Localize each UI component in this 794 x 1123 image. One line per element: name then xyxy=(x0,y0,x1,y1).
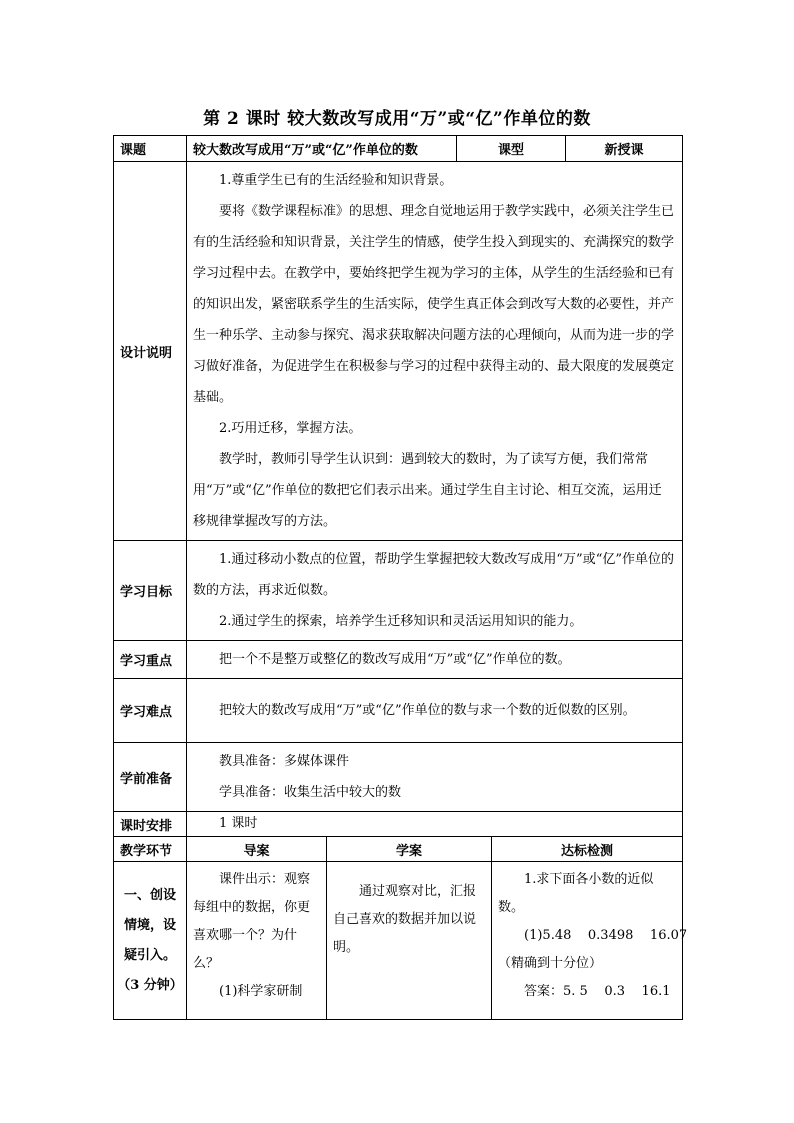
topic-row xyxy=(114,136,683,162)
goal-paragraph: 1.通过移动小数点的位置，帮助学生掌握把较大数改写成用“万”或“亿”作单位的数的方法，再求近似数。 xyxy=(193,552,674,598)
phase1-label-line: （3 分钟） xyxy=(117,977,183,993)
study-header: 学案 xyxy=(327,837,492,862)
prep-line: 教具准备：多媒体课件 xyxy=(219,754,350,769)
phase1-label-line: 一、创设 xyxy=(123,887,176,903)
guide-header: 导案 xyxy=(187,837,327,862)
phase-header-row xyxy=(114,837,683,862)
study-text: 通过观察对比，汇报自己喜欢的数据并加以说明。 xyxy=(333,884,477,955)
phase1-guide xyxy=(187,862,327,1020)
schedule-row xyxy=(114,812,683,837)
phase1-label-line: 疑引入。 xyxy=(123,947,176,963)
goals-row xyxy=(114,541,683,641)
difficulty-content xyxy=(187,679,683,743)
design-paragraph: 2.巧用迁移，掌握方法。 xyxy=(219,421,362,436)
type-label: 课型 xyxy=(457,136,566,162)
goal-paragraph: 2.通过学生的探索，培养学生迁移知识和灵活运用知识的能力。 xyxy=(219,614,583,629)
phase1-label xyxy=(114,862,187,1020)
prep-line: 学具准备：收集生活中较大的数 xyxy=(219,785,402,800)
design-paragraph: 教学时，教师引导学生认识到：遇到较大的数时，为了读写方便，我们常常用“万”或“亿”作单位的数把它们表示出来。通过学生自主讨论、相互交流，运用迁移规律掌握改写的方法。 xyxy=(193,452,662,529)
difficulty-row xyxy=(114,679,683,743)
phase1-label-line: 情境，设 xyxy=(123,917,176,933)
focus-content xyxy=(187,641,683,679)
design-paragraph: 要将《数学课程标准》的思想、理念自觉地运用于教学实践中，必须关注学生已有的生活经验和知识背景，关注学生的情感，使学生投入到现实的、充满探究的数学学习过程中去。在教学中，要始终把学生视为学习的主体，从学生的生活经验和已有的知识出发，紧密联系学生的生活实际，使学生真正体会到改写大数的必要性，并产生一种乐学、主动参与探究、渴求获取解决问题方法的心理倾向，从而为进一步的学习做好准备，为促进学生在积极参与学习的过程中获得主动的、最大限度的发展奠定基础。 xyxy=(193,204,675,405)
prep-row xyxy=(114,743,683,812)
prep-content xyxy=(187,743,683,812)
design-content xyxy=(187,162,683,541)
check-note: （精确到十分位） xyxy=(498,956,603,971)
difficulty-text: 把较大的数改写成用“万”或“亿”作单位的数与求一个数的近似数的区别。 xyxy=(219,703,636,718)
schedule-label: 课时安排 xyxy=(114,812,187,837)
phase1-row xyxy=(114,862,683,1020)
goals-label: 学习目标 xyxy=(114,541,187,641)
check-items: (1)5.48 0.3498 16.07 xyxy=(524,928,688,943)
difficulty-label: 学习难点 xyxy=(114,679,187,743)
guide-text: (1)科学家研制 xyxy=(219,984,303,999)
goals-content xyxy=(187,541,683,641)
focus-text: 把一个不是整万或整亿的数改写成用“万”或“亿”作单位的数。 xyxy=(219,652,571,667)
check-question: 1.求下面各小数的近似数。 xyxy=(498,872,654,915)
phase1-study xyxy=(327,862,492,1020)
type-value: 新授课 xyxy=(566,136,683,162)
check-header: 达标检测 xyxy=(492,837,683,862)
phase-header-label: 教学环节 xyxy=(114,837,187,862)
design-label: 设计说明 xyxy=(114,162,187,541)
design-row xyxy=(114,162,683,541)
phase1-check xyxy=(492,862,688,1020)
focus-label: 学习重点 xyxy=(114,641,187,679)
guide-text: 课件出示：观察每组中的数据，你更喜欢哪一个？为什么？ xyxy=(193,872,311,971)
lesson-plan-table xyxy=(113,135,688,1020)
design-paragraph: 1.尊重学生已有的生活经验和知识背景。 xyxy=(219,173,453,188)
prep-label: 学前准备 xyxy=(114,743,187,812)
topic-label: 课题 xyxy=(114,136,187,162)
schedule-value: 1 课时 xyxy=(187,812,683,837)
page-title: 第 2 课时 较大数改写成用“万”或“亿”作单位的数 xyxy=(203,109,591,129)
check-answer: 答案：5. 5 0.3 16.1 xyxy=(524,984,671,999)
topic-value: 较大数改写成用“万”或“亿”作单位的数 xyxy=(187,136,457,162)
focus-row xyxy=(114,641,683,679)
